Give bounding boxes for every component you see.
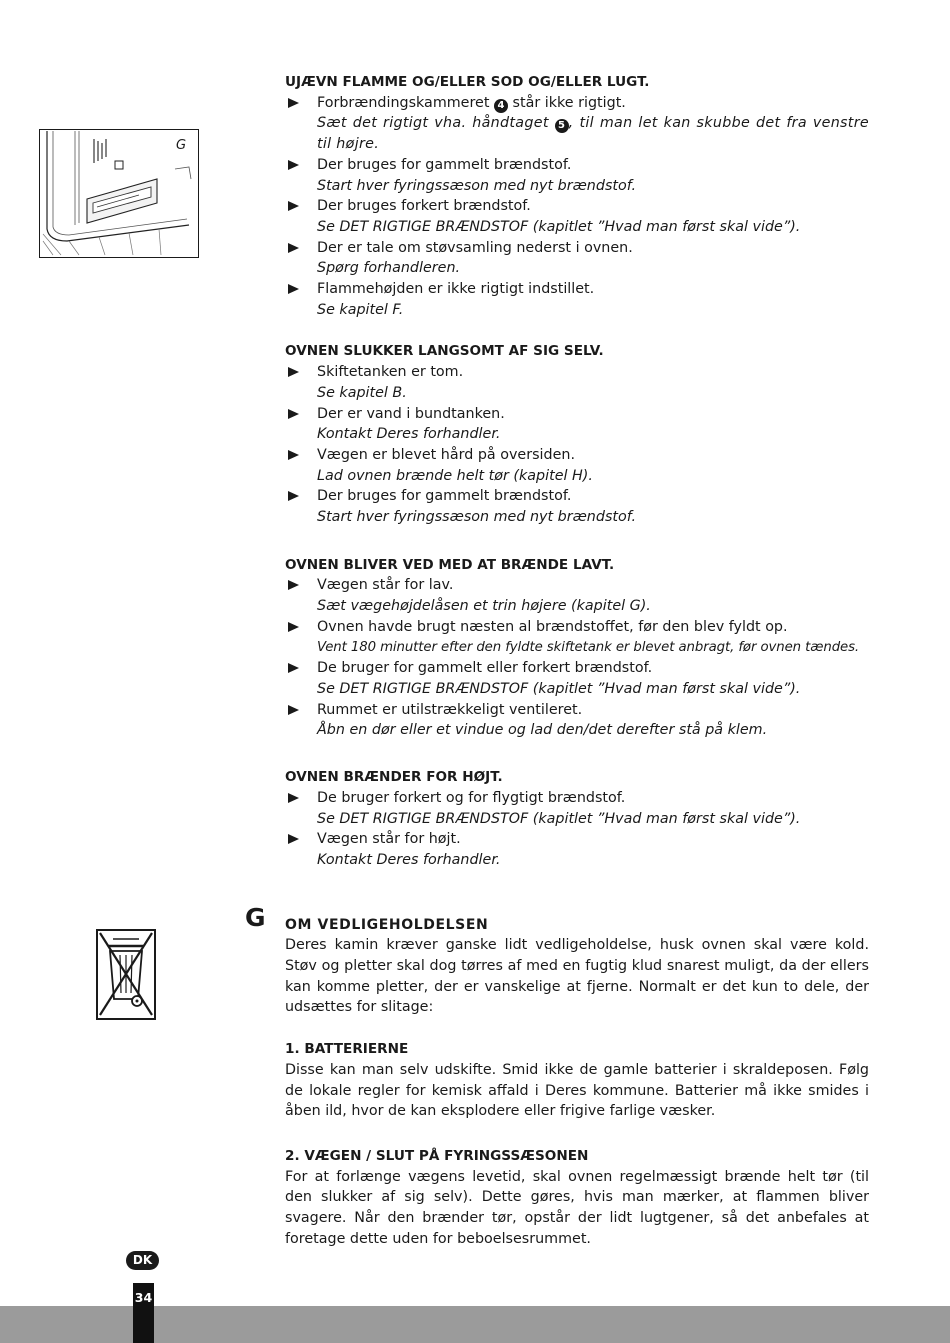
arrow-bullet-icon bbox=[288, 284, 299, 294]
fix-text: Kontakt Deres forhandler. bbox=[317, 851, 501, 868]
cause-text: Skiftetanken er tom. bbox=[317, 364, 464, 381]
list-item bbox=[285, 829, 869, 870]
cause-text: Vægen står for højt. bbox=[317, 831, 461, 848]
arrow-bullet-icon bbox=[288, 201, 299, 211]
fix-text: Vent 180 minutter efter den fyldte skiftetank er blevet anbragt, før ovnen tændes. bbox=[317, 639, 860, 655]
arrow-bullet-icon bbox=[288, 491, 299, 501]
list-item bbox=[285, 658, 869, 699]
chapter-letter: G bbox=[245, 903, 266, 932]
list-item bbox=[285, 617, 869, 658]
page-number: 34 bbox=[134, 1290, 153, 1305]
section-heading: OVNEN SLUKKER LANGSOMT AF SIG SELV. bbox=[285, 343, 604, 360]
chapter-intro: Deres kamin kræver ganske lidt vedligeholdelse, husk ovnen skal være kold. Støv og pletter skal dog tørres af med en fugtig klud snarest muligt, da der ellers kan komme pletter, der er vanskelige at fjerne. Normalt er det kun to dele, der udsættes for slitage: bbox=[285, 937, 869, 1016]
country-badge: DK bbox=[126, 1251, 159, 1270]
arrow-bullet-icon bbox=[288, 367, 299, 377]
cause-text: Der bruges for gammelt brændstof. bbox=[317, 488, 572, 505]
arrow-bullet-icon bbox=[288, 160, 299, 170]
stove-detail-illustration bbox=[39, 129, 199, 258]
section-heading: UJÆVN FLAMME OG/ELLER SOD OG/ELLER LUGT. bbox=[285, 74, 650, 90]
troubleshooting-content bbox=[285, 72, 869, 1249]
arrow-bullet-icon bbox=[288, 580, 299, 590]
list-item bbox=[285, 196, 869, 237]
section-heading: OVNEN BRÆNDER FOR HØJT. bbox=[285, 769, 503, 786]
section-heading: OVNEN BLIVER VED MED AT BRÆNDE LAVT. bbox=[285, 556, 615, 573]
chapter-maintenance bbox=[285, 915, 869, 1250]
cause-text: Der bruges for gammelt brændstof. bbox=[317, 156, 572, 173]
list-item bbox=[285, 404, 869, 445]
list-item bbox=[285, 486, 869, 527]
page-number-tab bbox=[133, 1283, 154, 1343]
cause-text: Der er tale om støvsamling nederst i ovnen. bbox=[317, 239, 633, 256]
list-item bbox=[285, 279, 869, 320]
cause-text: Rummet er utilstrækkeligt ventileret. bbox=[317, 701, 583, 718]
list-item bbox=[285, 788, 869, 829]
chapter-title: OM VEDLIGEHOLDELSEN bbox=[285, 916, 489, 933]
list-item bbox=[285, 362, 869, 403]
subsection-text-batteries: Disse kan man selv udskifte. Smid ikke de gamle batterier i skraldeposen. Følg de lokale regler for kemisk affald i Deres kommune. Batterier må ikke smides i åben ild, hvor de kan eksplodere eller frigive farlige væsker. bbox=[285, 1061, 869, 1120]
list-item bbox=[285, 700, 869, 741]
arrow-bullet-icon bbox=[288, 834, 299, 844]
section-stove-goes-out bbox=[285, 341, 869, 527]
section-burns-low bbox=[285, 555, 869, 741]
cause-text: Vægen er blevet hård på oversiden. bbox=[317, 446, 575, 463]
fix-text: Se DET RIGTIGE BRÆNDSTOF (kapitlet ”Hvad man først skal vide”). bbox=[317, 218, 801, 235]
fix-text: Se DET RIGTIGE BRÆNDSTOF (kapitlet ”Hvad man først skal vide”). bbox=[317, 810, 801, 827]
marker-4-icon: 4 bbox=[494, 99, 508, 113]
weee-crossed-bin-icon bbox=[96, 929, 156, 1021]
list-item bbox=[285, 575, 869, 616]
fix-text: Se kapitel B. bbox=[317, 384, 407, 401]
section-uneven-flame bbox=[285, 72, 869, 320]
subsection-text-wick: For at forlænge vægens levetid, skal ovnen regelmæssigt brænde helt tør (til den slukker af sig selv). Dette gøres, hvis man mærker, at flammen bliver svagere. Når den brænder tør, opstår der lidt lugtgener, så det anbefales at foretage dette uden for beboelsesrummet. bbox=[285, 1168, 869, 1247]
cause-text: Vægen står for lav. bbox=[317, 577, 454, 594]
arrow-bullet-icon bbox=[288, 409, 299, 419]
arrow-bullet-icon bbox=[288, 705, 299, 715]
cause-text: De bruger for gammelt eller forkert brændstof. bbox=[317, 660, 653, 677]
arrow-bullet-icon bbox=[288, 98, 299, 108]
list-item: Forbrændingskammeret 4 står ikke rigtigt. Sæt det rigtigt vha. håndtaget 5 , til man let kan skubbe det fra venstre til højre. bbox=[285, 93, 869, 155]
arrow-bullet-icon bbox=[288, 793, 299, 803]
arrow-bullet-icon bbox=[288, 243, 299, 253]
section-burns-high bbox=[285, 767, 869, 871]
fix-text: Start hver fyringssæson med nyt brændstof. bbox=[317, 177, 637, 194]
fix-text: Start hver fyringssæson med nyt brændstof. bbox=[317, 509, 637, 526]
fix-text: Se DET RIGTIGE BRÆNDSTOF (kapitlet ”Hvad man først skal vide”). bbox=[317, 680, 801, 697]
list-item bbox=[285, 238, 869, 279]
fix-text: Sæt vægehøjdelåsen et trin højere (kapitel G). bbox=[317, 598, 651, 615]
cause-text: De bruger forkert og for flygtigt brændstof. bbox=[317, 789, 626, 806]
fix-text: Se kapitel F. bbox=[317, 301, 404, 318]
cause-text: Der er vand i bundtanken. bbox=[317, 405, 505, 422]
cause-text: Flammehøjden er ikke rigtigt indstillet. bbox=[317, 281, 595, 298]
cause-text: Der bruges forkert brændstof. bbox=[317, 198, 531, 215]
figure-label: G bbox=[176, 138, 187, 153]
list-item bbox=[285, 155, 869, 196]
fix-text: Åbn en dør eller et vindue og lad den/det derefter stå på klem. bbox=[317, 722, 768, 739]
arrow-bullet-icon bbox=[288, 622, 299, 632]
fix-text: Lad ovnen brænde helt tør (kapitel H). bbox=[317, 467, 593, 484]
fix-text: Spørg forhandleren. bbox=[317, 260, 461, 277]
arrow-bullet-icon bbox=[288, 450, 299, 460]
marker-5-icon: 5 bbox=[555, 119, 569, 133]
subsection-heading-batteries: 1. BATTERIERNE bbox=[285, 1041, 409, 1058]
subsection-heading-wick: 2. VÆGEN / SLUT PÅ FYRINGSSÆSONEN bbox=[285, 1147, 589, 1164]
fix-text: Kontakt Deres forhandler. bbox=[317, 426, 501, 443]
cause-text: Ovnen havde brugt næsten al brændstoffet, før den blev fyldt op. bbox=[317, 618, 788, 635]
arrow-bullet-icon bbox=[288, 663, 299, 673]
list-item bbox=[285, 445, 869, 486]
